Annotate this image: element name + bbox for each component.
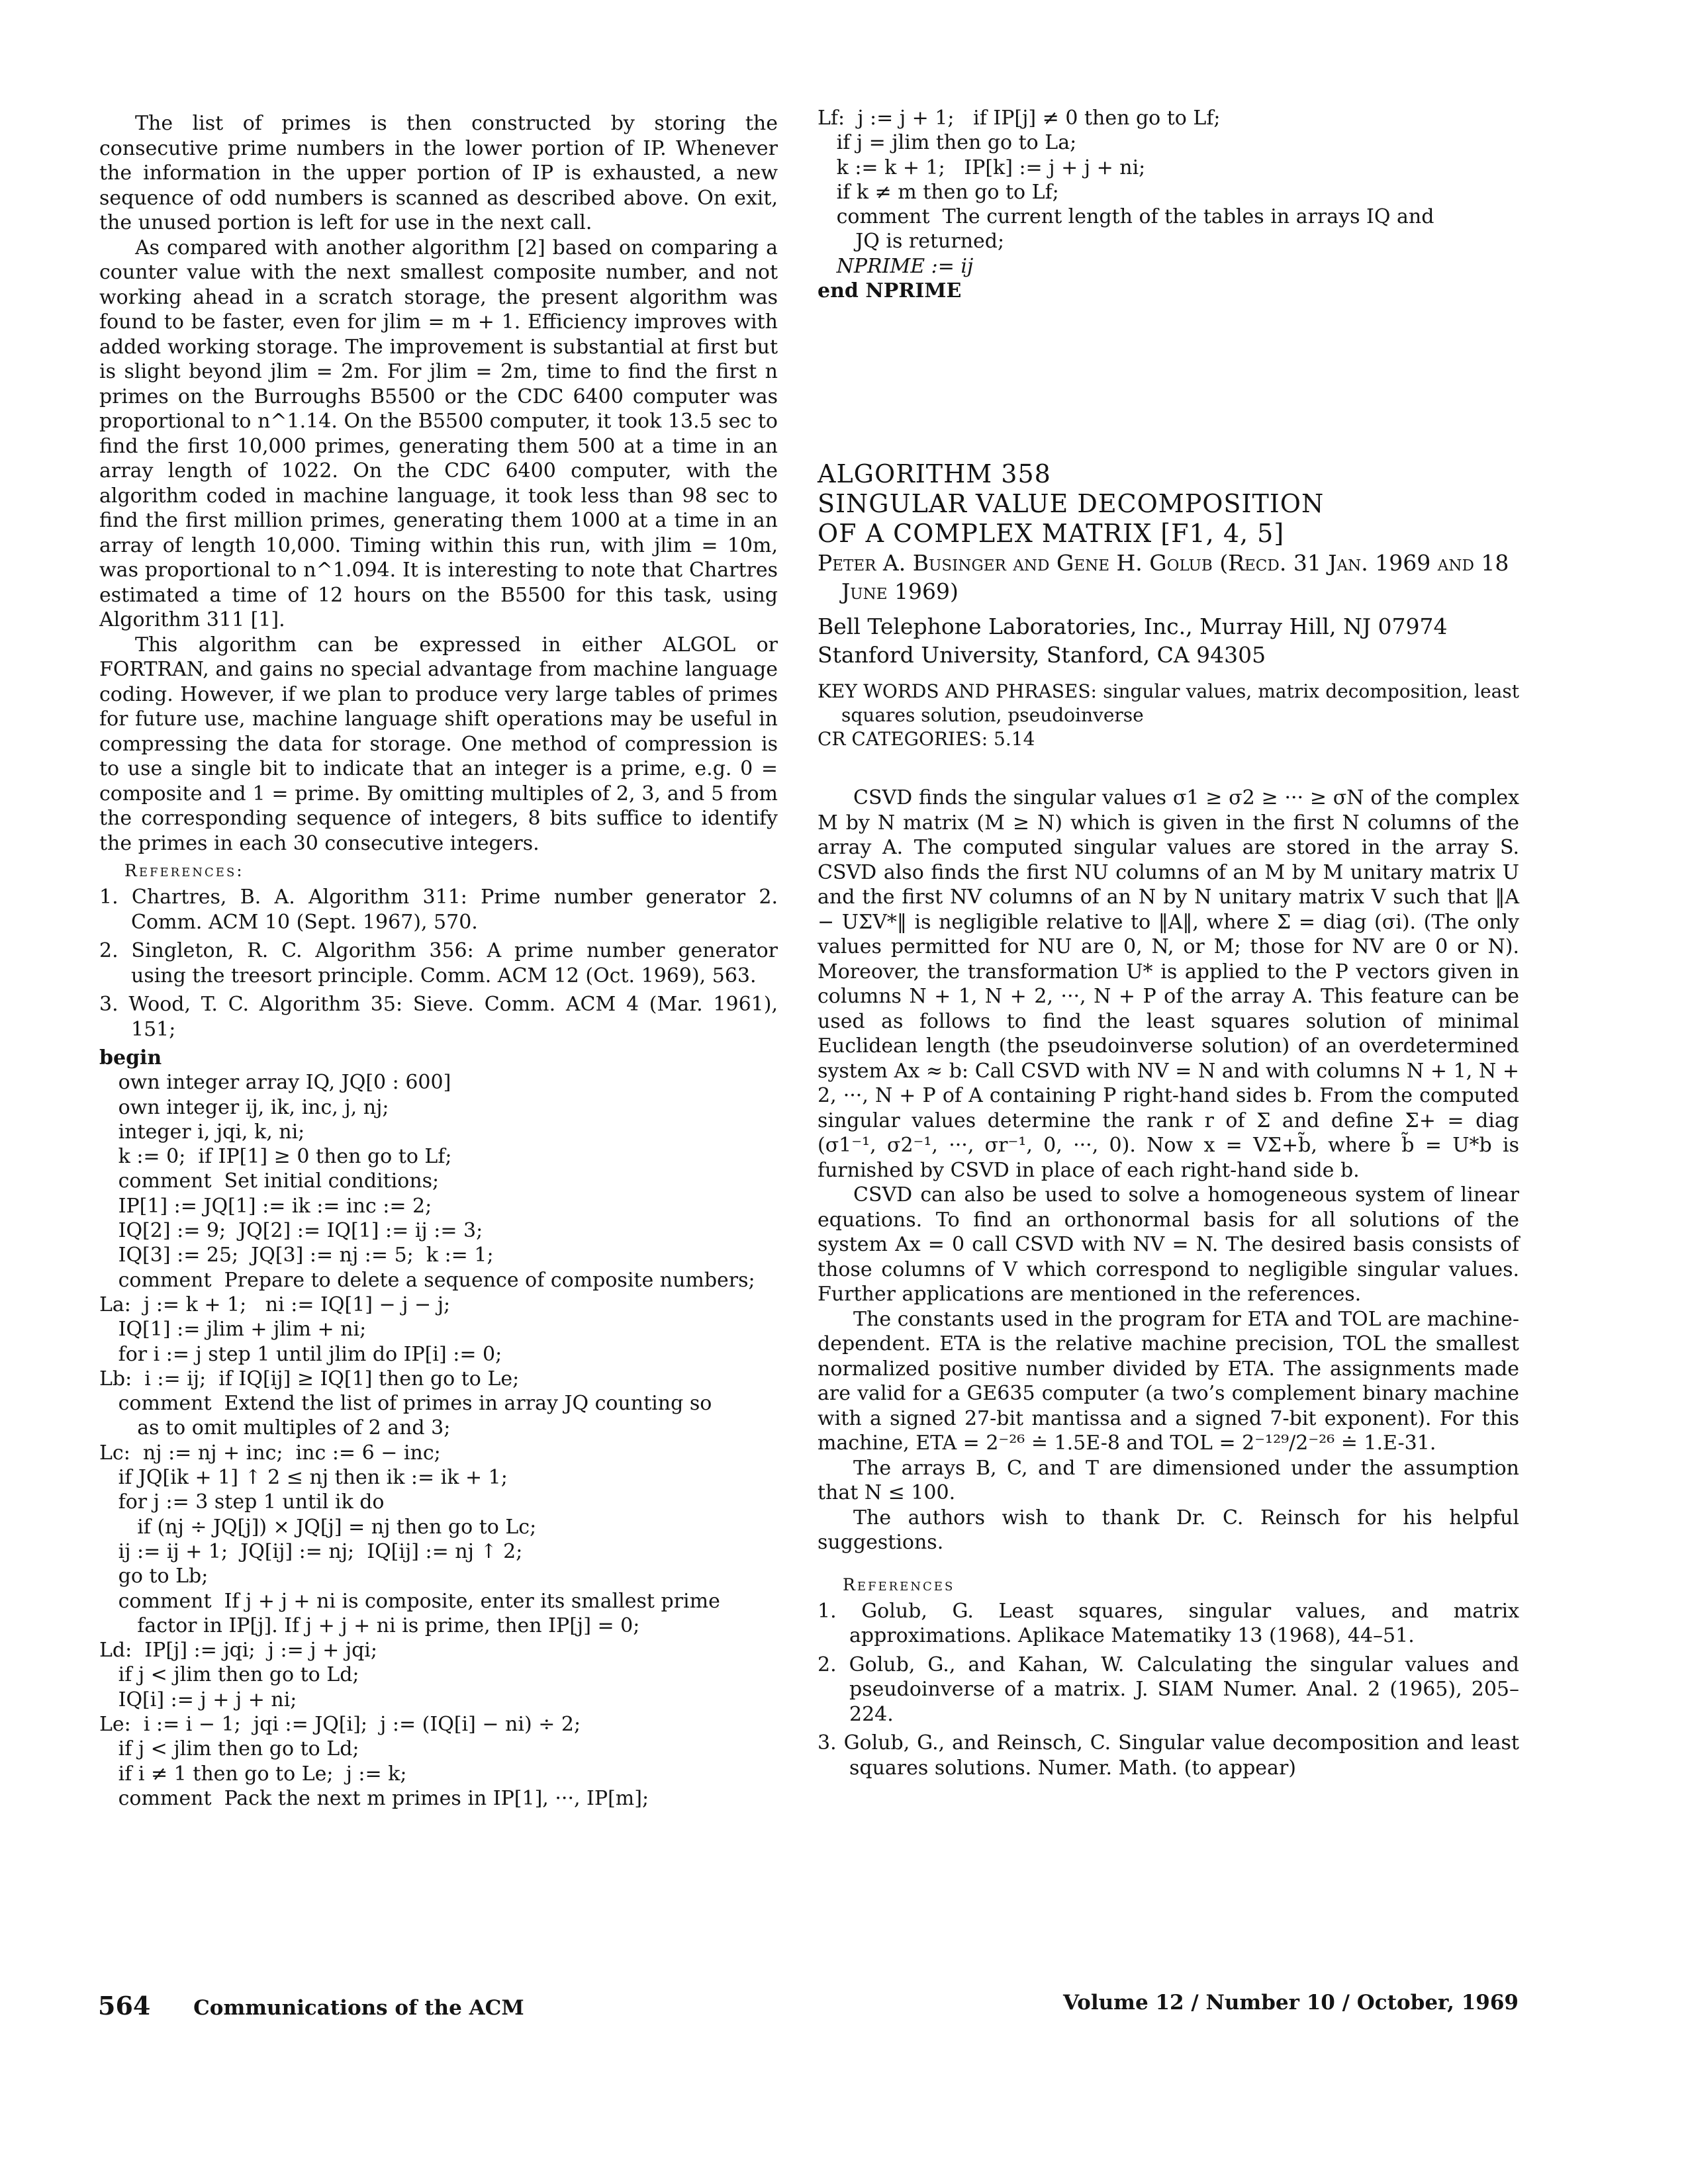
code-line: if j < jlim then go to Ld; — [99, 1737, 359, 1761]
reference-item: 3. Wood, T. C. Algorithm 35: Sieve. Comm. ACM 4 (Mar. 1961), 151; — [99, 993, 778, 1041]
code-line: IQ[3] := 25; JQ[3] := nj := 5; k := 1; — [99, 1244, 494, 1267]
keywords: KEY WORDS AND PHRASES: singular values, matrix decomposition, least squares solution, pseudoinverse — [818, 680, 1519, 727]
code-line: IQ[2] := 9; JQ[2] := IQ[1] := ij := 3; — [99, 1219, 483, 1243]
code-line: if j = jlim then go to La; — [818, 131, 1077, 155]
reference-item: 2. Singleton, R. C. Algorithm 356: A prime number generator using the treesort principle. Comm. ACM 12 (Oct. 1969), 563. — [99, 939, 778, 987]
code-line: factor in IP[j]. If j + j + ni is prime, then IP[j] = 0; — [99, 1614, 640, 1637]
code-line: if JQ[ik + 1] ↑ 2 ≤ nj then ik := ik + 1; — [99, 1466, 508, 1490]
references-list-left — [99, 885, 778, 1042]
body-paragraph-5: The authors wish to thank Dr. C. Reinsch for his helpful suggestions. — [818, 1506, 1519, 1555]
affiliation-stanford: Stanford University, Stanford, CA 94305 — [818, 642, 1266, 668]
code-line: if i ≠ 1 then go to Le; j := k; — [99, 1762, 407, 1786]
code-line: begin — [99, 1046, 162, 1069]
affiliation-bell-labs: Bell Telephone Laboratories, Inc., Murray Hill, NJ 07974 — [818, 614, 1448, 640]
code-line: comment Set initial conditions; — [99, 1169, 440, 1193]
code-line: own integer array IQ, JQ[0 : 600] — [99, 1071, 451, 1095]
cr-categories: CR CATEGORIES: 5.14 — [818, 728, 1035, 751]
code-line: IP[1] := JQ[1] := ik := inc := 2; — [99, 1194, 432, 1218]
journal-name: Communications of the ACM — [193, 1996, 524, 2020]
code-line: La: j := k + 1; ni := IQ[1] − j − j; — [99, 1293, 451, 1316]
left-column — [99, 111, 778, 1811]
code-line: comment If j + j + ni is composite, enter its smallest prime — [99, 1589, 720, 1613]
code-line: if j < jlim then go to Ld; — [99, 1663, 359, 1687]
algorithm-title-line-2: OF A COMPLEX MATRIX [F1, 4, 5] — [818, 519, 1285, 549]
algorithm-number: ALGORITHM 358 — [818, 459, 1051, 489]
code-line: IQ[1] := jlim + jlim + ni; — [99, 1318, 367, 1342]
references-list-right — [818, 1599, 1519, 1781]
code-line: for j := 3 step 1 until ik do — [99, 1490, 385, 1514]
code-line: k := 0; if IP[1] ≥ 0 then go to Lf; — [99, 1145, 452, 1169]
reference-item: 1. Chartres, B. A. Algorithm 311: Prime number generator 2. Comm. ACM 10 (Sept. 1967), 570. — [99, 886, 778, 934]
body-paragraph-4: The arrays B, C, and T are dimensioned under the assumption that N ≤ 100. — [818, 1456, 1519, 1505]
algol-code-block-right — [818, 106, 1519, 303]
code-line: Lc: nj := nj + inc; inc := 6 − inc; — [99, 1441, 441, 1465]
body-paragraph-3: The constants used in the program for ETA and TOL are machine-dependent. ETA is the relative machine precision, TOL the smallest normalized positive number divided by ETA. The assignments made are valid for a GE635 computer (a two’s complement binary machine with a signed 27-bit mantissa and a signed 7-bit exponent). For this machine, ETA = 2⁻²⁶ ≐ 1.5E-8 and TOL = 2⁻¹²⁹/2⁻²⁶ ≐ 1.E-31. — [818, 1307, 1519, 1455]
code-line: comment Pack the next m primes in IP[1], ···, IP[m]; — [99, 1786, 649, 1810]
intro-paragraph-1: The list of primes is then constructed by storing the consecutive prime numbers in the lower portion of IP. Whenever the information in the upper portion of IP is exhausted, a new sequence of odd numbers is scanned as described above. On exit, the unused portion is left for use in the next call. — [99, 112, 778, 234]
algol-code-block-left — [99, 1046, 778, 1811]
code-line: JQ is returned; — [818, 230, 1005, 253]
body-paragraph-2: CSVD can also be used to solve a homogeneous system of linear equations. To find an orthonormal basis for all solutions of the system Ax = 0 call CSVD with NV = N. The desired basis consists of those columns of V which correspond to negligible singular values. Further applications are mentioned in the references. — [818, 1183, 1519, 1306]
issue-info: Volume 12 / Number 10 / October, 1969 — [1062, 1991, 1519, 2015]
code-line: k := k + 1; IP[k] := j + j + ni; — [818, 156, 1146, 179]
intro-paragraph-2: As compared with another algorithm [2] based on comparing a counter value with the next smallest composite number, and not working ahead in a scratch storage, the present algorithm was found to be faster, even for jlim = m + 1. Efficiency improves with added working storage. The improvement is substantial at first but is slight beyond jlim = 2m. For jlim = 2m, time to find the first n primes on the Burroughs B5500 or the CDC 6400 computer was proportional to n^1.14. On the B5500 computer, it took 13.5 sec to find the first 10,000 primes, generating them 500 at a time in an array length of 1022. On the CDC 6400 computer, with the algorithm coded in machine language, it took less than 98 sec to find the first million primes, generating them 1000 at a time in an array of length 10,000. Timing within this run, with jlim = 10m, was proportional to n^1.094. It is interesting to note that Chartres estimated a time of 12 hours on the B5500 for this task, using Algorithm 311 [1]. — [99, 236, 778, 631]
code-line: for i := j step 1 until jlim do IP[i] := 0; — [99, 1342, 502, 1366]
algorithm-title-line-1: SINGULAR VALUE DECOMPOSITION — [818, 489, 1325, 519]
code-line: integer i, jqi, k, ni; — [99, 1120, 305, 1144]
code-line: end NPRIME — [818, 279, 962, 303]
algorithm-title-block — [818, 459, 1519, 549]
code-line: ij := ij + 1; JQ[ij] := nj; IQ[ij] := nj ↑ 2; — [99, 1539, 523, 1563]
authors: Peter A. Businger and Gene H. Golub (Recd. 31 Jan. 1969 and 18 June 1969) — [818, 550, 1509, 605]
intro-paragraph-3: This algorithm can be expressed in either ALGOL or FORTRAN, and gains no special advantage from machine language coding. However, if we plan to produce very large tables of primes for future use, machine language shift operations may be useful in compressing the data for storage. One method of compression is to use a single bit to indicate that an integer is a prime, e.g. 0 = composite and 1 = prime. By omitting multiples of 2, 3, and 5 from the corresponding sequence of integers, 8 bits suffice to identify the primes in each 30 consecutive integers. — [99, 633, 778, 855]
references-heading-left: References: — [124, 861, 244, 880]
reference-item: 3. Golub, G., and Reinsch, C. Singular value decomposition and least squares solutions. Numer. Math. (to appear) — [818, 1731, 1519, 1780]
code-line: Lf: j := j + 1; if IP[j] ≠ 0 then go to Lf; — [818, 107, 1221, 130]
body-paragraph-1: CSVD finds the singular values σ1 ≥ σ2 ≥ ··· ≥ σN of the complex M by N matrix (M ≥ N) which is given in the first N columns of the array A. The computed singular values are stored in the array S. CSVD also finds the first NU columns of an M by M unitary matrix U and the first NV columns of an N by N unitary matrix V such that ‖A − UΣV*‖ is negligible relative to ‖A‖, where Σ = diag (σi). (The only values permitted for NU are 0, N, or M; those for NV are 0 or N). Moreover, the transformation U* is applied to the P vectors given in columns N + 1, N + 2, ···, N + P of the array A. This feature can be used as follows to find the least squares solution of minimal Euclidean length (the pseudoinverse solution) of an overdetermined system Ax ≈ b: Call CSVD with NV = N and with columns N + 1, N + 2, ···, N + P of A containing P right-hand sides b. From the computed singular values determine the rank r of Σ and define Σ+ = diag (σ1⁻¹, σ2⁻¹, ···, σr⁻¹, 0, ···, 0). Now x = VΣ+b̃, where b̃ = U*b is furnished by CSVD in place of each right-hand side b. — [818, 786, 1519, 1182]
code-line: own integer ij, ik, inc, j, nj; — [99, 1095, 389, 1119]
code-line: as to omit multiples of 2 and 3; — [99, 1416, 451, 1440]
page-number: 564 — [98, 1991, 151, 2021]
reference-item: 2. Golub, G., and Kahan, W. Calculating the singular values and pseudoinverse of a matrix. J. SIAM Numer. Anal. 2 (1965), 205–224. — [818, 1653, 1519, 1726]
code-line: comment Prepare to delete a sequence of composite numbers; — [99, 1268, 755, 1292]
code-line: Le: i := i − 1; jqi := JQ[i]; j := (IQ[i] − ni) ÷ 2; — [99, 1713, 581, 1737]
code-line: Ld: IP[j] := jqi; j := j + jqi; — [99, 1639, 377, 1662]
code-line: if k ≠ m then go to Lf; — [818, 180, 1059, 204]
code-line: go to Lb; — [99, 1565, 209, 1588]
reference-item: 1. Golub, G. Least squares, singular values, and matrix approximations. Aplikace Matematiky 13 (1968), 44–51. — [818, 1599, 1519, 1648]
right-column — [818, 106, 1519, 1784]
code-line: comment The current length of the tables in arrays IQ and — [818, 205, 1434, 229]
code-line: comment Extend the list of primes in array JQ counting so — [99, 1392, 712, 1416]
code-line: Lb: i := ij; if IQ[ij] ≥ IQ[1] then go to Le; — [99, 1367, 520, 1390]
code-line: NPRIME := ij — [818, 254, 974, 278]
code-line: IQ[i] := j + j + ni; — [99, 1688, 297, 1711]
code-line: if (nj ÷ JQ[j]) × JQ[j] = nj then go to Lc; — [99, 1515, 537, 1539]
references-heading-right: References — [843, 1574, 955, 1594]
